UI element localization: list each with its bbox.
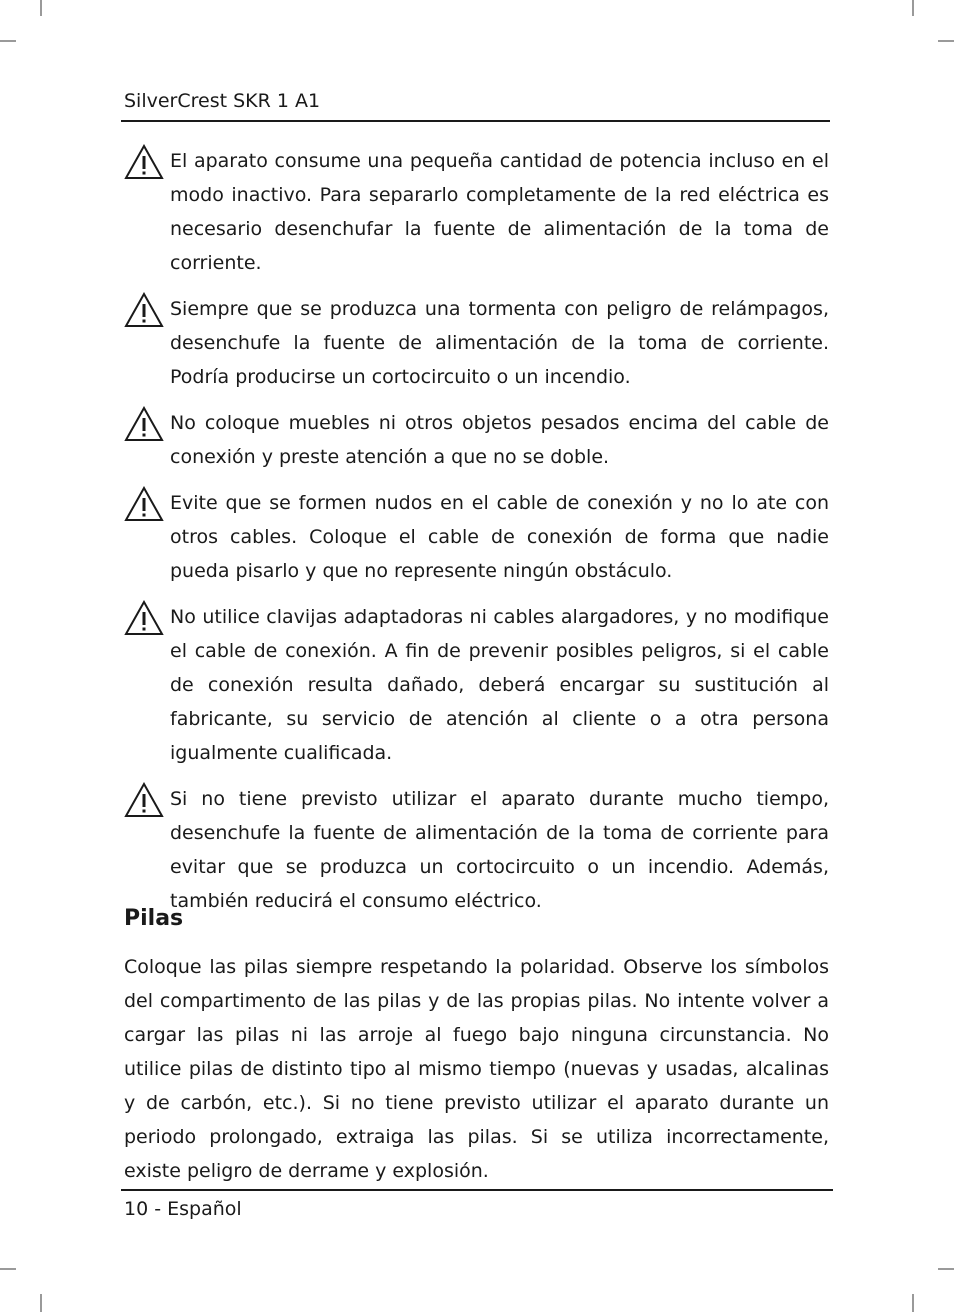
warning-triangle-icon	[124, 292, 164, 328]
warning-item	[124, 486, 829, 588]
warning-text: No coloque muebles ni otros objetos pesados encima del cable de conexión y preste atención a que no se doble.	[170, 412, 829, 468]
footer-rule	[121, 1189, 833, 1191]
crop-mark	[912, 0, 914, 16]
section-body: Coloque las pilas siempre respetando la polaridad. Observe los símbolos del compartimento de las pilas y de las propias pilas. No intente volver a cargar las pilas ni las arroje al fuego bajo ninguna circunstancia. No utilice pilas de distinto tipo al mismo tiempo (nuevas y usadas, alcalinas y de carbón, etc.). Si no tiene previsto utilizar el aparato durante un periodo prolongado, extraiga las pilas. Si se utiliza incorrectamente, existe peligro de derrame y explosión.	[124, 956, 829, 1182]
warning-triangle-icon	[124, 406, 164, 442]
warning-item	[124, 600, 829, 770]
warning-item	[124, 782, 829, 918]
warning-text: El aparato consume una pequeña cantidad de potencia incluso en el modo inactivo. Para separarlo completamente de la red eléctrica es necesario desenchufar la fuente de alimentación de la toma de corriente.	[170, 150, 829, 274]
warnings-list	[124, 144, 829, 930]
header-rule	[121, 120, 830, 122]
warning-triangle-icon	[124, 144, 164, 180]
warning-text: No utilice clavijas adaptadoras ni cables alargadores, y no modifique el cable de conexión. A fin de prevenir posibles peligros, si el cable de conexión resulta dañado, deberá encargar su sustitución al fabricante, su servicio de atención al cliente o a otra persona igualmente cualificada.	[170, 606, 829, 764]
section-title: Pilas	[124, 906, 184, 931]
crop-mark	[40, 0, 42, 16]
page-number: 10 - Español	[124, 1198, 242, 1220]
warning-triangle-icon	[124, 782, 164, 818]
warning-triangle-icon	[124, 600, 164, 636]
warning-triangle-icon	[124, 486, 164, 522]
warning-text: Siempre que se produzca una tormenta con peligro de relámpagos, desenchufe la fuente de alimentación de la toma de corriente. Podría producirse un cortocircuito o un incendio.	[170, 298, 829, 388]
crop-mark	[938, 1268, 954, 1270]
crop-mark	[912, 1294, 914, 1312]
warning-item	[124, 144, 829, 280]
warning-text: Evite que se formen nudos en el cable de conexión y no lo ate con otros cables. Coloque el cable de conexión de forma que nadie pueda pisarlo y que no represente ningún obstáculo.	[170, 492, 829, 582]
crop-mark	[0, 40, 16, 42]
crop-mark	[40, 1294, 42, 1312]
warning-item	[124, 406, 829, 474]
warning-item	[124, 292, 829, 394]
crop-mark	[938, 40, 954, 42]
crop-mark	[0, 1268, 16, 1270]
warning-text: Si no tiene previsto utilizar el aparato durante mucho tiempo, desenchufe la fuente de alimentación de la toma de corriente para evitar que se produzca un cortocircuito o un incendio. Además, también reducirá el consumo eléctrico.	[170, 788, 829, 912]
header-title: SilverCrest SKR 1 A1	[124, 90, 321, 112]
